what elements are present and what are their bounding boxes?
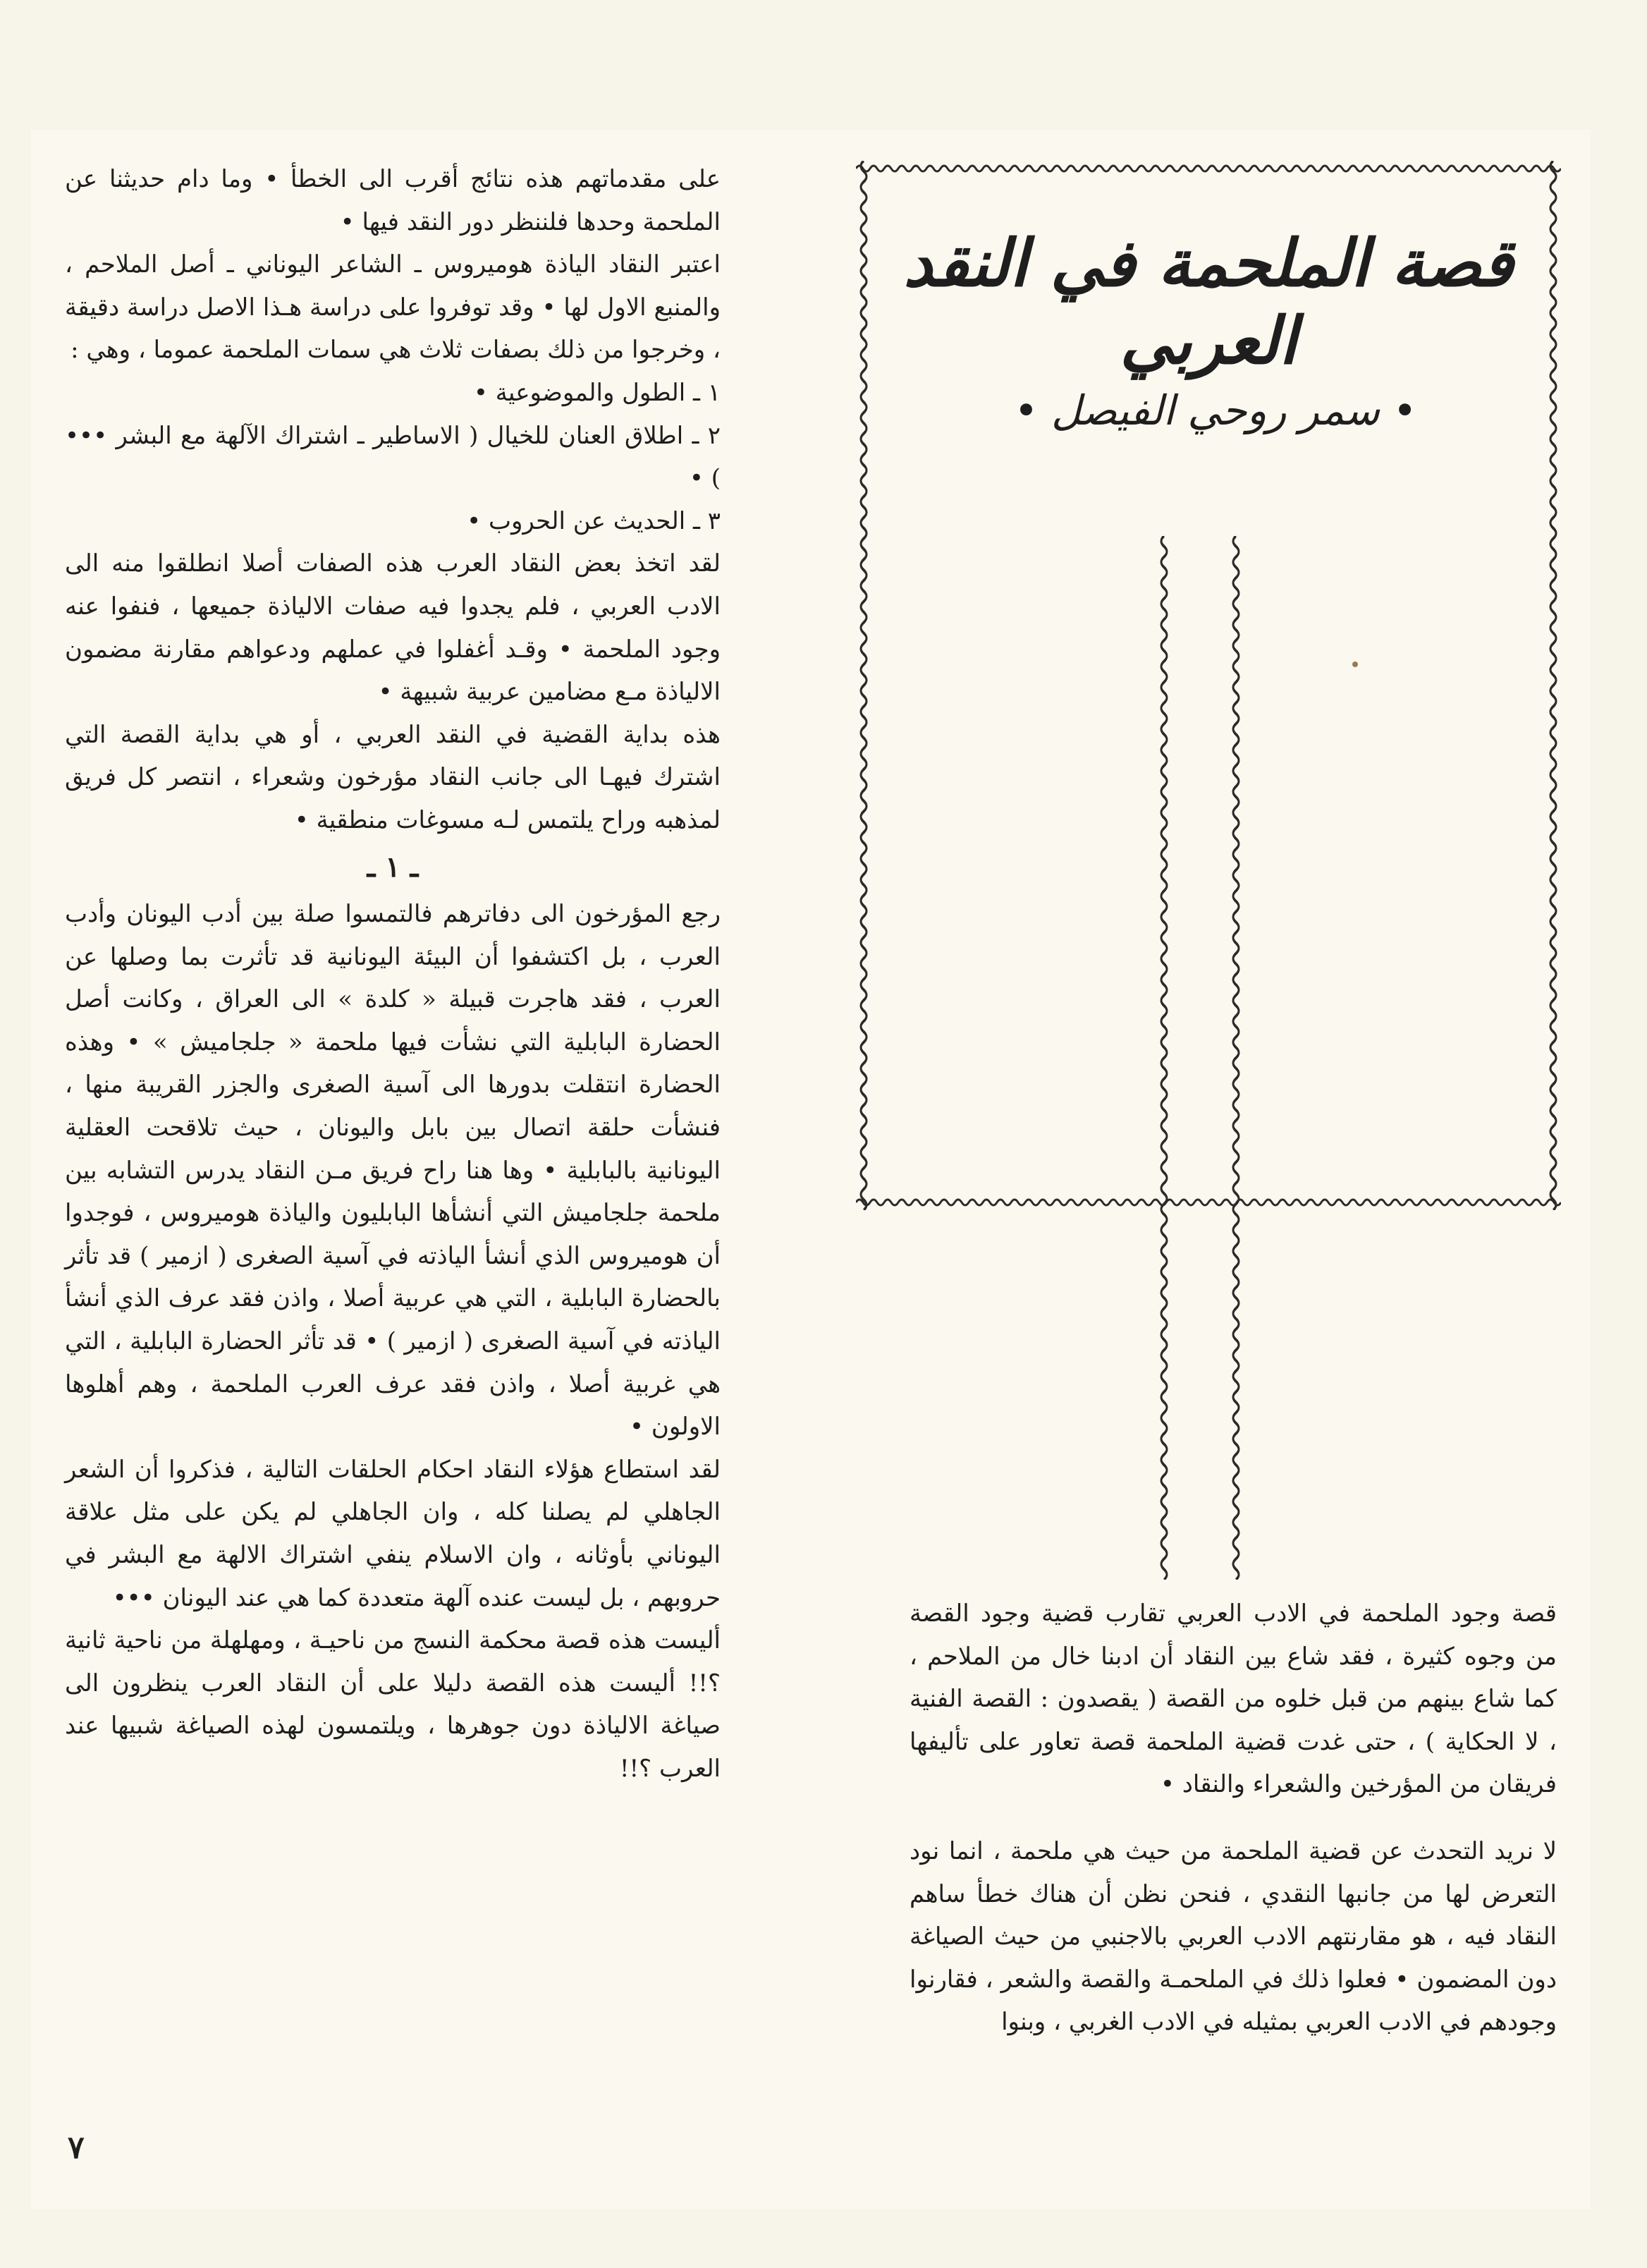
title-frame xyxy=(856,161,1561,1210)
wavy-border-bottom xyxy=(856,1195,1561,1210)
page-number: ٧ xyxy=(68,2130,85,2166)
section-marker: ـ ١ ـ xyxy=(367,850,419,884)
article-author: • سمر روحي الفيصل • xyxy=(1014,386,1417,434)
paragraph: اعتبر النقاد الياذة هوميروس ـ الشاعر اليوناني ـ أصل الملاحم ، والمنبع الاول لها • وقد توفروا على دراسة هـذا الاصل دراسة دقيقة ، وخرجوا من ذلك بصفات ثلاث هي سمات الملحمة عموما ، وهي : xyxy=(65,250,721,365)
list-item: ٣ ـ الحديث عن الحروب • xyxy=(467,506,721,535)
paragraph: لقد استطاع هؤلاء النقاد احكام الحلقات التالية ، فذكروا أن الشعر الجاهلي لم يصلنا كله ، وان الجاهلي لم يكن على مثل علاقة اليوناني بأوثانه ، وان الاسلام ينفي اشتراك الالهة مع البشر في حروبهم ، بل ليست عنده آلهة متعددة كما هي عند اليونان ••• xyxy=(65,1455,721,1612)
decorative-line-left xyxy=(1156,536,1172,1580)
decorative-line-right xyxy=(1228,536,1244,1580)
wavy-border-top xyxy=(856,161,1561,176)
paragraph: على مقدماتهم هذه نتائج أقرب الى الخطأ • وما دام حديثنا عن الملحمة وحدها فلننظر دور النقد فيها • xyxy=(65,165,721,236)
wavy-border-left xyxy=(856,161,871,1210)
right-text-column xyxy=(910,1592,1557,2044)
article-title: قصة الملحمة في النقد العربي xyxy=(903,225,1514,379)
paragraph: رجع المؤرخون الى دفاترهم فالتمسوا صلة بين أدب اليونان وأدب العرب ، بل اكتشفوا أن البيئة اليونانية قد تأثرت بما وصلها عن العرب ، فقد هاجرت قبيلة « كلدة » الى العراق ، وكانت أصل الحضارة البابلية التي نشأت فيها ملحمة « جلجاميش » • وهذه الحضارة انتقلت بدورها الى آسية الصغرى والجزر القريبة منها ، فنشأت حلقة اتصال بين بابل واليونان ، حيث تلاقحت العقلية اليونانية بالبابلية • وها هنا راح فريق مـن النقاد يدرس التشابه بين ملحمة جلجاميش التي أنشأها البابليون والياذة هوميروس ، فوجدوا أن هوميروس الذي أنشأ الياذته في آسية الصغرى ( ازمير ) قد تأثر بالحضارة البابلية ، التي هي عربية أصلا ، واذن فقد عرف الذي أنشأ الياذته في آسية الصغرى ( ازمير ) • قد تأثر الحضارة البابلية ، التي هي غربية أصلا ، واذن فقد عرف العرب الملحمة ، وهم أهلوها الاولون • xyxy=(65,900,721,1441)
ink-spot xyxy=(1352,662,1358,667)
paragraph: لا نريد التحدث عن قضية الملحمة من حيث هي ملحمة ، انما نود التعرض لها من جانبها النقدي ، فنحن نظن أن هناك خطأ ساهم النقاد فيه ، هو مقارنتهم الادب العربي بالاجنبي من حيث الصياغة دون المضمون • فعلوا ذلك في الملحمـة والقصة والشعر ، فقارنوا وجودهم في الادب العربي بمثيله في الادب الغربي ، وبنوا xyxy=(910,1836,1557,2037)
paragraph: هذه بداية القضية في النقد العربي ، أو هي بداية القصة التي اشترك فيهـا الى جانب النقاد مؤرخون وشعراء ، انتصر كل فريق لمذهبه وراح يلتمس لـه مسوغات منطقية • xyxy=(65,720,721,834)
list-item: ٢ ـ اطلاق العنان للخيال ( الاساطير ـ اشتراك الآلهة مع البشر ••• ) • xyxy=(65,421,721,493)
wavy-border-right xyxy=(1545,161,1561,1210)
paragraph: أليست هذه قصة محكمة النسج من ناحيـة ، ومهلهلة من ناحية ثانية ؟!! أليست هذه القصة دليلا على أن النقاد العرب ينظرون الى صياغة الالياذة دون جوهرها ، ويلتمسون لهذه الصياغة شبيها عند العرب ؟!! xyxy=(65,1626,721,1783)
list-item: ١ ـ الطول والموضوعية • xyxy=(473,378,721,407)
paragraph: قصة وجود الملحمة في الادب العربي تقارب قضية وجود القصة من وجوه كثيرة ، فقد شاع بين النقاد أن ادبنا خال من الملاحم ، كما شاع بينهم من قبل خلوه من القصة ( يقصدون : القصة الفنية ، لا الحكاية ) ، حتى غدت قضية الملحمة قصة تعاور على تأليفها فريقان من المؤرخين والشعراء والنقاد • xyxy=(910,1599,1557,1799)
left-text-column xyxy=(65,158,721,1791)
paragraph: لقد اتخذ بعض النقاد العرب هذه الصفات أصلا انطلقوا منه الى الادب العربي ، فلم يجدوا فيه صفات الالياذة جميعها ، فنفوا عنه وجود الملحمة • وقـد أغفلوا في عملهم ودعواهم مقارنة مضمون الالياذة مـع مضامين عربية شبيهة • xyxy=(65,549,721,707)
